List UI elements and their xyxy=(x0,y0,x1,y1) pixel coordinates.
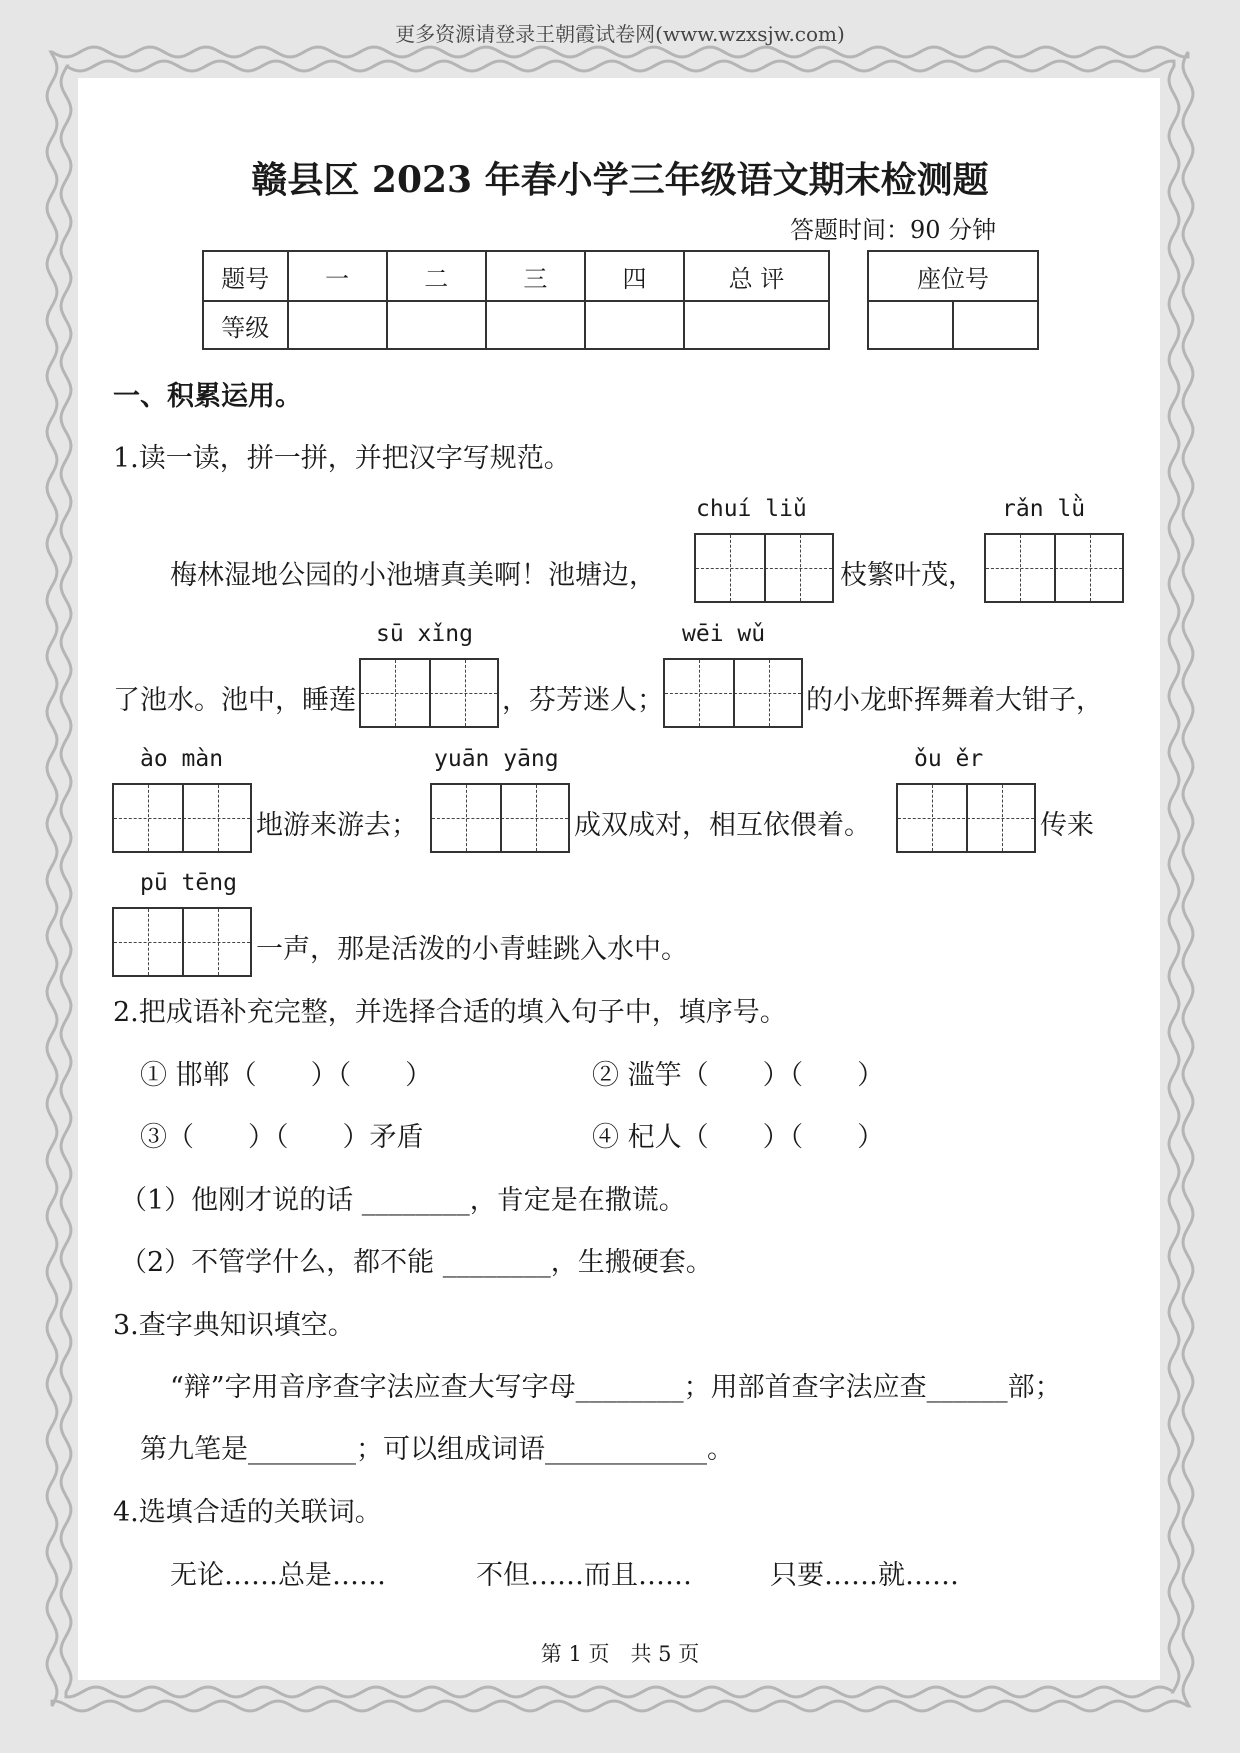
pinyin-label: rǎn lǜ xyxy=(1002,496,1086,522)
page-footer: 第 1 页 共 5 页 xyxy=(540,1642,700,1666)
score-header-cell: 题号 xyxy=(203,251,288,301)
q3-prompt: 3.查字典知识填空。 xyxy=(113,1310,355,1341)
q4-prompt: 4.选填合适的关联词。 xyxy=(113,1497,382,1528)
score-header-cell: 一 xyxy=(288,251,387,301)
seat-table xyxy=(867,250,1039,350)
score-header-cell: 二 xyxy=(387,251,486,301)
passage-text: 的小龙虾挥舞着大钳子， xyxy=(806,685,1103,716)
pinyin-label: yuān yāng xyxy=(434,746,559,772)
pinyin-label: chuí liǔ xyxy=(696,496,807,522)
passage-text: 了池水。池中，睡莲 xyxy=(113,685,356,716)
idiom-item: ③（ ）（ ）矛盾 xyxy=(140,1122,424,1153)
conjunction-option: 只要……就…… xyxy=(770,1560,959,1591)
score-header-cell: 四 xyxy=(585,251,684,301)
passage-text: 一声，那是活泼的小青蛙跳入水中。 xyxy=(256,934,688,965)
fill-sentence: （1）他刚才说的话 ________，肯定是在撒谎。 xyxy=(120,1185,686,1216)
score-grade-cell[interactable] xyxy=(585,301,684,349)
pinyin-label: ào màn xyxy=(140,746,224,772)
writing-box[interactable] xyxy=(694,533,834,603)
time-note: 答题时间：90 分钟 xyxy=(790,216,997,244)
score-grade-cell[interactable] xyxy=(684,301,829,349)
score-header-cell: 总 评 xyxy=(684,251,829,301)
score-grade-label: 等级 xyxy=(203,301,288,349)
score-grade-cell[interactable] xyxy=(486,301,585,349)
score-table xyxy=(202,250,830,350)
seat-cell[interactable] xyxy=(953,301,1038,349)
dictionary-line: “辩”字用音序查字法应查大写字母________；用部首查字法应查______部； xyxy=(170,1372,1062,1403)
idiom-item: ④ 杞人（ ）（ ） xyxy=(592,1122,885,1153)
writing-box[interactable] xyxy=(112,783,252,853)
conjunction-option: 不但……而且…… xyxy=(476,1560,692,1591)
dictionary-line: 第九笔是________；可以组成词语____________。 xyxy=(140,1434,734,1465)
passage-text: 地游来游去； xyxy=(256,810,418,841)
q1-prompt: 1.读一读，拼一拼，并把汉字写规范。 xyxy=(113,443,571,474)
pinyin-label: sū xǐng xyxy=(376,621,473,647)
score-grade-cell[interactable] xyxy=(387,301,486,349)
header-note: 更多资源请登录王朝霞试卷网(www.wzxsjw.com) xyxy=(395,22,845,46)
writing-box[interactable] xyxy=(430,783,570,853)
passage-text: 成双成对，相互依偎着。 xyxy=(574,810,871,841)
pinyin-label: wēi wǔ xyxy=(682,621,766,647)
q2-prompt: 2.把成语补充完整，并选择合适的填入句子中，填序号。 xyxy=(113,997,787,1028)
fill-sentence: （2）不管学什么，都不能 ________，生搬硬套。 xyxy=(120,1247,713,1278)
writing-box[interactable] xyxy=(663,658,803,728)
idiom-item: ② 滥竽（ ）（ ） xyxy=(592,1060,885,1091)
seat-label: 座位号 xyxy=(868,251,1038,301)
passage-text: 枝繁叶茂， xyxy=(840,560,975,591)
passage-text: 传来 xyxy=(1040,810,1094,841)
passage-text: ，芬芳迷人； xyxy=(502,685,664,716)
score-grade-cell[interactable] xyxy=(288,301,387,349)
writing-box[interactable] xyxy=(112,907,252,977)
writing-box[interactable] xyxy=(896,783,1036,853)
conjunction-option: 无论……总是…… xyxy=(170,1560,386,1591)
section-heading: 一、积累运用。 xyxy=(113,381,302,412)
writing-box[interactable] xyxy=(984,533,1124,603)
idiom-item: ① 邯郸（ ）（ ） xyxy=(140,1060,433,1091)
seat-cell[interactable] xyxy=(868,301,953,349)
pinyin-label: ǒu ěr xyxy=(914,746,984,772)
page-title: 赣县区 2023 年春小学三年级语文期末检测题 xyxy=(251,159,989,201)
pinyin-label: pū tēng xyxy=(140,870,237,896)
score-header-cell: 三 xyxy=(486,251,585,301)
writing-box[interactable] xyxy=(359,658,499,728)
passage-text: 梅林湿地公园的小池塘真美啊！池塘边， xyxy=(170,560,656,591)
